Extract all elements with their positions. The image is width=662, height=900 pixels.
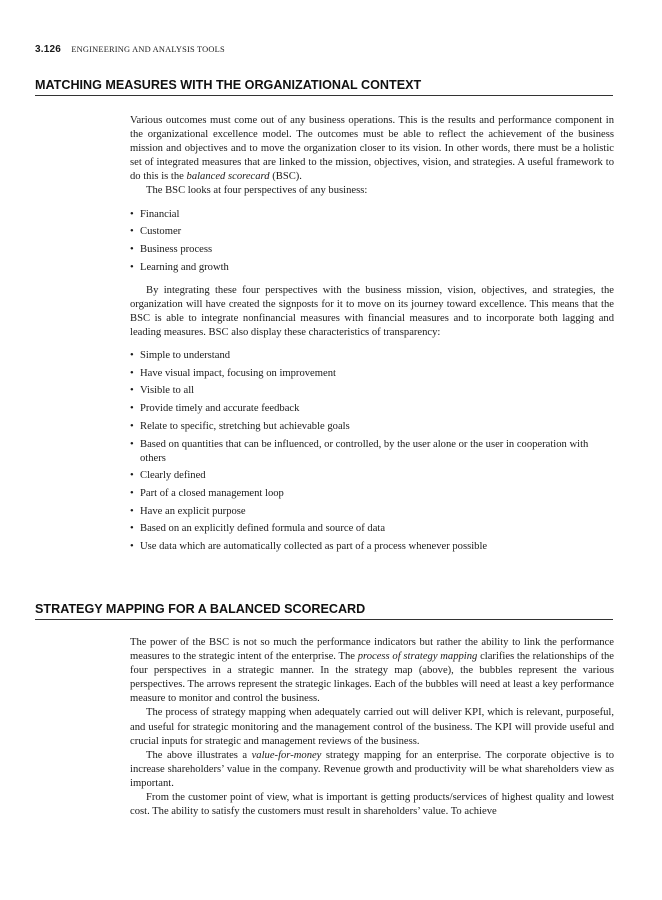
section-heading-matching-measures: MATCHING MEASURES WITH THE ORGANIZATIONAL CONTEXT (35, 78, 613, 96)
list-item: • Part of a closed management loop (130, 487, 614, 501)
paragraph (130, 636, 614, 706)
list-item: • Simple to understand (130, 349, 614, 363)
perspectives-list (130, 208, 614, 275)
paragraph (130, 749, 614, 791)
list-item: • Use data which are automatically collected as part of a process whenever possible (130, 540, 614, 554)
section-body-strategy-mapping (130, 636, 614, 819)
list-item: • Learning and growth (130, 261, 614, 275)
list-item: • Business process (130, 243, 614, 257)
paragraph-text: (BSC). (269, 171, 302, 183)
italic-term: balanced scorecard (186, 171, 270, 183)
italic-term: value-for-money (251, 749, 322, 761)
list-item: • Based on an explicitly defined formula and source of data (130, 522, 614, 536)
paragraph: From the customer point of view, what is important is getting products/services of highest quality and lowest cost. The ability to satisfy the customers must result in shareholders’ value. To achieve (130, 792, 614, 818)
paragraph: The BSC looks at four perspectives of any business: (146, 185, 368, 197)
paragraph: The process of strategy mapping when adequately carried out will deliver KPI, which is relevant, purposeful, and useful for strategic monitoring and the management control of the business. The KPI will provide useful and crucial inputs for strategic and management reviews of the business. (130, 707, 614, 747)
list-item: • Have visual impact, focusing on improvement (130, 367, 614, 381)
paragraph-text: strategy mapping for an enterprise. The corporate objective is to increase shareholders’ value in the company. Revenue growth and productivity will be what shareholders view as important. (130, 749, 614, 789)
section-body-matching-measures (130, 114, 614, 558)
page-number: 3.126 (35, 44, 62, 55)
list-item: • Financial (130, 208, 614, 222)
list-item: • Based on quantities that can be influenced, or controlled, by the user alone or the user in cooperation with others (130, 438, 614, 466)
list-item: • Customer (130, 225, 614, 239)
paragraph-text: clarifies the relationships of the four perspectives in a strategic manner. In the strategy map (above), the bubbles represent the various perspectives. The arrows represent the strategic linkages. Each of the bubbles will need at least a key performance measure to monitor and control the business. (130, 651, 614, 705)
list-item: • Clearly defined (130, 469, 614, 483)
paragraph (130, 114, 614, 184)
characteristics-list (130, 349, 614, 554)
list-item: • Provide timely and accurate feedback (130, 402, 614, 416)
running-head (35, 44, 225, 55)
italic-term: process of strategy mapping (357, 651, 478, 663)
paragraph-text: The above illustrates a (146, 749, 252, 761)
paragraph-text: The power of the BSC is not so much the performance indicators but rather the ability to link the performance measures to the strategic intent of the enterprise. The (130, 637, 614, 663)
list-item: • Relate to specific, stretching but achievable goals (130, 420, 614, 434)
list-item: • Have an explicit purpose (130, 505, 614, 519)
section-heading-strategy-mapping: STRATEGY MAPPING FOR A BALANCED SCORECARD (35, 602, 613, 620)
paragraph: By integrating these four perspectives with the business mission, vision, objectives, and strategies, the organization will have created the signposts for it to move on its journey toward excellence. This means that the BSC is able to integrate nonfinancial measures with financial measures and to incorporate both lagging and leading measures. BSC also display these characteristics of transparency: (130, 284, 614, 338)
running-head-title: ENGINEERING AND ANALYSIS TOOLS (71, 45, 225, 54)
paragraph-text: Various outcomes must come out of any business operations. This is the results and performance component in the organizational excellence model. The outcomes must be able to reflect the achievement of the business mission and objectives and to move the organization closer to its vision. In other words, there must be a holistic set of integrated measures that are linked to the mission, objectives, vision, and strategies. A useful framework to do this is the (130, 115, 614, 183)
list-item: • Visible to all (130, 384, 614, 398)
